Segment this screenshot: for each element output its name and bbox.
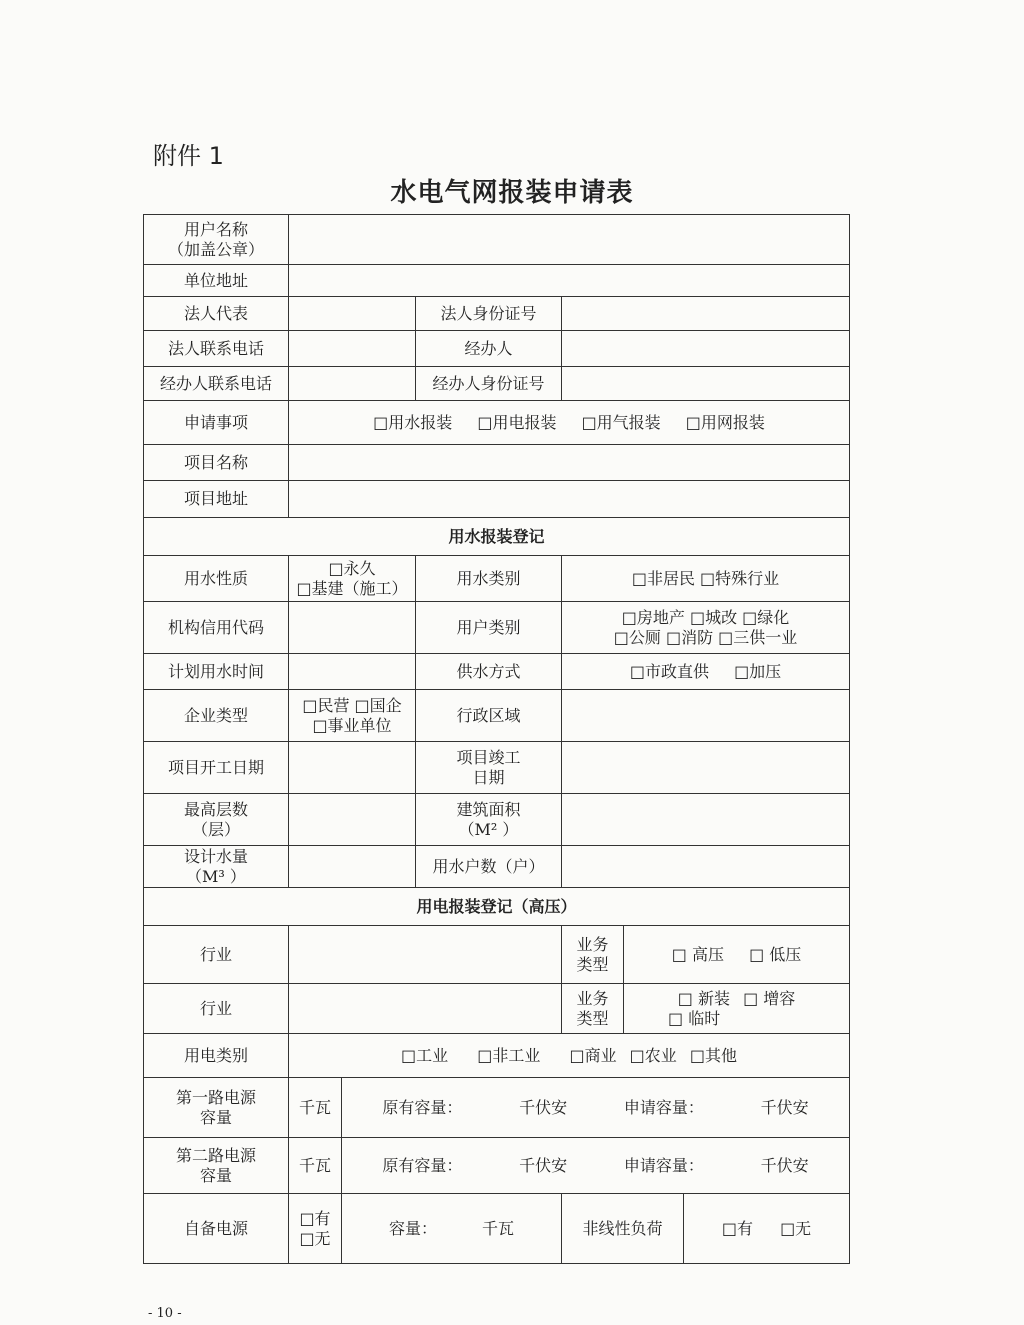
project-name-label: 项目名称 [144,445,289,481]
source2-label: 第二路电源 容量 [144,1138,289,1194]
nonlinear-options [684,1194,850,1264]
elec-category-options [289,1034,850,1078]
agent-id-label: 经办人身份证号 [416,367,562,401]
source2-orig-label: 原有容量： [382,1155,463,1175]
max-floors-field[interactable] [289,794,416,846]
apply-network-checkbox[interactable]: □用网报装 [685,412,765,432]
start-date-field[interactable] [289,742,416,794]
legal-id-label: 法人身份证号 [416,297,562,331]
project-address-field[interactable] [289,481,850,518]
enterprise-type-options [289,690,416,742]
user-name-label: 用户名称 （加盖公章） [144,215,289,265]
source1-label: 第一路电源 容量 [144,1078,289,1138]
user-type-line2[interactable]: □公厕 □消防 □三供一业 [613,627,798,647]
industry-label-2: 行业 [144,984,289,1034]
page-number: - 10 - [148,1306,182,1321]
row-start-date [144,742,850,794]
source1-orig-unit[interactable]: 千伏安 [519,1097,568,1117]
row-design-water [144,846,850,888]
design-water-label: 设计水量 （M³ ） [144,846,289,888]
ent-private-state-checkbox[interactable]: □民营 □国企 [302,695,402,715]
biz-type-label-1: 业务 类型 [562,926,624,984]
households-field[interactable] [562,846,850,888]
admin-region-field[interactable] [562,690,850,742]
row-apply-items [144,401,850,445]
low-voltage-checkbox[interactable]: □ 低压 [749,944,802,964]
water-section-header: 用水报装登记 [144,518,850,556]
self-capacity-label: 容量： [388,1218,437,1238]
legal-id-field[interactable] [562,297,850,331]
row-agent-phone [144,367,850,401]
ent-institution-checkbox[interactable]: □事业单位 [312,715,392,735]
non-industrial-checkbox[interactable]: □非工业 [477,1045,541,1065]
source2-apply-unit[interactable]: 千伏安 [760,1155,809,1175]
row-plan-time [144,654,850,690]
temporary-checkbox[interactable]: □ 临时 [668,1008,721,1028]
design-water-field[interactable] [289,846,416,888]
supply-mode-options [562,654,850,690]
self-power-no-checkbox[interactable]: □无 [299,1228,331,1248]
row-enterprise-type [144,690,850,742]
agent-label: 经办人 [416,331,562,367]
max-floors-label: 最高层数 （层） [144,794,289,846]
application-form [143,214,850,1264]
apply-items-label: 申请事项 [144,401,289,445]
project-address-label: 项目地址 [144,481,289,518]
user-type-options [562,602,850,654]
electric-section-header: 用电报装登记（高压） [144,888,850,926]
self-capacity-unit[interactable]: 千瓦 [482,1218,515,1238]
source1-kw[interactable]: 千瓦 [289,1078,342,1138]
form-title: 水电气网报装申请表 [390,178,634,208]
user-type-line1[interactable]: □房地产 □城改 □绿化 [621,607,790,627]
install-type-options [624,984,850,1034]
row-project-name [144,445,850,481]
row-legal-rep [144,297,850,331]
user-type-label: 用户类别 [416,602,562,654]
source1-orig-label: 原有容量： [382,1097,463,1117]
source1-apply-label: 申请容量： [623,1097,704,1117]
commercial-checkbox[interactable]: □商业 [569,1045,617,1065]
legal-rep-label: 法人代表 [144,297,289,331]
user-name-field[interactable] [289,215,850,265]
supply-municipal-checkbox[interactable]: □市政直供 [629,661,709,681]
row-industry-1 [144,926,850,984]
nature-construction-checkbox[interactable]: □基建（施工） [296,578,408,598]
biz-type-label-2: 业务 类型 [562,984,624,1034]
row-electric-section [144,888,850,926]
enterprise-type-label: 企业类型 [144,690,289,742]
row-water-nature [144,556,850,602]
source1-capacity [342,1078,850,1138]
new-install-checkbox[interactable]: □ 新装 [677,988,730,1008]
source2-apply-label: 申请容量： [623,1155,704,1175]
building-area-label: 建筑面积 （M² ） [416,794,562,846]
industry-label-1: 行业 [144,926,289,984]
start-date-label: 项目开工日期 [144,742,289,794]
apply-options [289,401,850,445]
row-water-section [144,518,850,556]
project-name-field[interactable] [289,445,850,481]
row-user-name [144,215,850,265]
agent-id-field[interactable] [562,367,850,401]
self-power-label: 自备电源 [144,1194,289,1264]
source2-kw[interactable]: 千瓦 [289,1138,342,1194]
water-nature-label: 用水性质 [144,556,289,602]
industry-field-1[interactable] [289,926,562,984]
row-source-2 [144,1138,850,1194]
plan-time-field[interactable] [289,654,416,690]
high-voltage-checkbox[interactable]: □ 高压 [671,944,724,964]
row-self-power [144,1194,850,1264]
row-industry-2 [144,984,850,1034]
water-category-label: 用水类别 [416,556,562,602]
row-unit-address [144,265,850,297]
credit-code-label: 机构信用代码 [144,602,289,654]
supply-mode-label: 供水方式 [416,654,562,690]
nonlinear-no-checkbox[interactable]: □无 [780,1218,812,1238]
other-checkbox[interactable]: □其他 [689,1045,738,1065]
capacity-increase-checkbox[interactable]: □ 增容 [743,988,796,1008]
agent-phone-label: 经办人联系电话 [144,367,289,401]
legal-phone-label: 法人联系电话 [144,331,289,367]
row-max-floors [144,794,850,846]
credit-code-field[interactable] [289,602,416,654]
agent-phone-field[interactable] [289,367,416,401]
households-label: 用水户数（户） [416,846,562,888]
source2-capacity [342,1138,850,1194]
water-nature-options [289,556,416,602]
attachment-label: 附件 1 [153,142,224,170]
unit-address-field[interactable] [289,265,850,297]
unit-address-label: 单位地址 [144,265,289,297]
source2-orig-unit[interactable]: 千伏安 [519,1155,568,1175]
nonlinear-yes-checkbox[interactable]: □有 [721,1218,753,1238]
apply-water-checkbox[interactable]: □用水报装 [373,412,453,432]
finish-date-field[interactable] [562,742,850,794]
nonlinear-label: 非线性负荷 [562,1194,684,1264]
self-power-yes-checkbox[interactable]: □有 [299,1208,331,1228]
supply-pressurized-checkbox[interactable]: □加压 [734,661,782,681]
apply-electric-checkbox[interactable]: □用电报装 [477,412,557,432]
industry-field-2[interactable] [289,984,562,1034]
nature-permanent-checkbox[interactable]: □永久 [328,558,376,578]
industrial-checkbox[interactable]: □工业 [401,1045,449,1065]
row-source-1 [144,1078,850,1138]
elec-category-label: 用电类别 [144,1034,289,1078]
apply-gas-checkbox[interactable]: □用气报装 [581,412,661,432]
self-power-capacity [342,1194,562,1264]
legal-phone-field[interactable] [289,331,416,367]
row-credit-code [144,602,850,654]
water-category-options[interactable]: □非居民 □特殊行业 [562,556,850,602]
agricultural-checkbox[interactable]: □农业 [629,1045,677,1065]
row-elec-category [144,1034,850,1078]
building-area-field[interactable] [562,794,850,846]
voltage-options [624,926,850,984]
self-power-options [289,1194,342,1264]
row-legal-phone [144,331,850,367]
row-project-address [144,481,850,518]
agent-field[interactable] [562,331,850,367]
legal-rep-field[interactable] [289,297,416,331]
source1-apply-unit[interactable]: 千伏安 [760,1097,809,1117]
plan-time-label: 计划用水时间 [144,654,289,690]
finish-date-label: 项目竣工 日期 [416,742,562,794]
admin-region-label: 行政区域 [416,690,562,742]
